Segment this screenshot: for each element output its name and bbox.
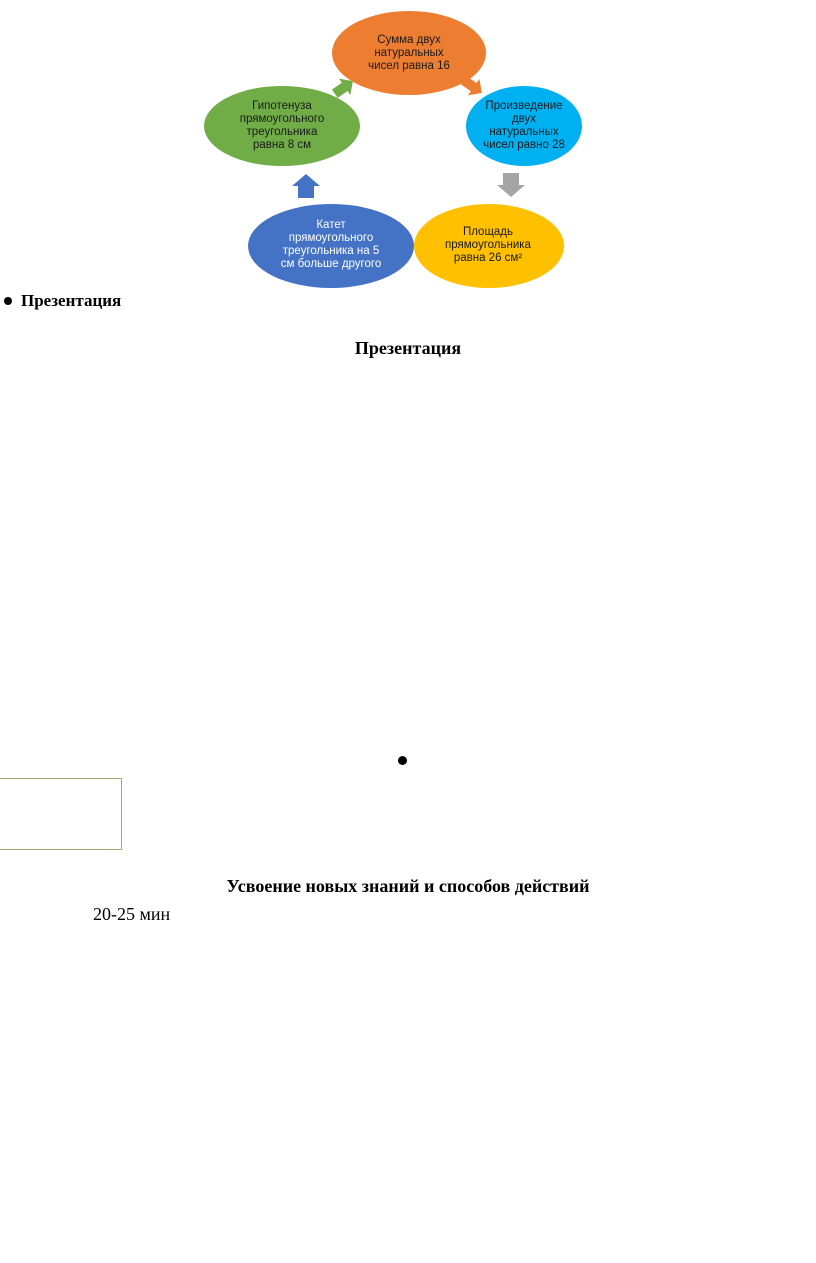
bullet-icon — [398, 756, 407, 765]
node-area-label: Площадь прямоугольника равна 26 см² — [445, 225, 531, 264]
bullet-icon — [4, 297, 12, 305]
arrow-product-to-area — [497, 173, 525, 197]
node-hypotenuse-label: Гипотенуза прямоугольного треугольника равна 8 см — [239, 100, 325, 151]
bullet-item — [4, 291, 121, 311]
bullet-item-label: Презентация — [21, 291, 122, 310]
cycle-diagram — [0, 0, 816, 300]
duration-text: 20-25 мин — [93, 904, 171, 924]
section-heading: Усвоение новых знаний и способов действий — [226, 876, 590, 896]
presentation-heading: Презентация — [354, 338, 462, 358]
node-leg-label: Катет прямоугольного треугольника на 5 см больше другого — [280, 219, 382, 270]
empty-box — [0, 778, 122, 850]
node-product-label: Произведение двух натуральных чисел равно 28 — [483, 100, 565, 151]
arrow-leg-to-hypotenuse — [292, 174, 320, 198]
node-sum-label: Сумма двух натуральных чисел равна 16 — [368, 33, 450, 72]
